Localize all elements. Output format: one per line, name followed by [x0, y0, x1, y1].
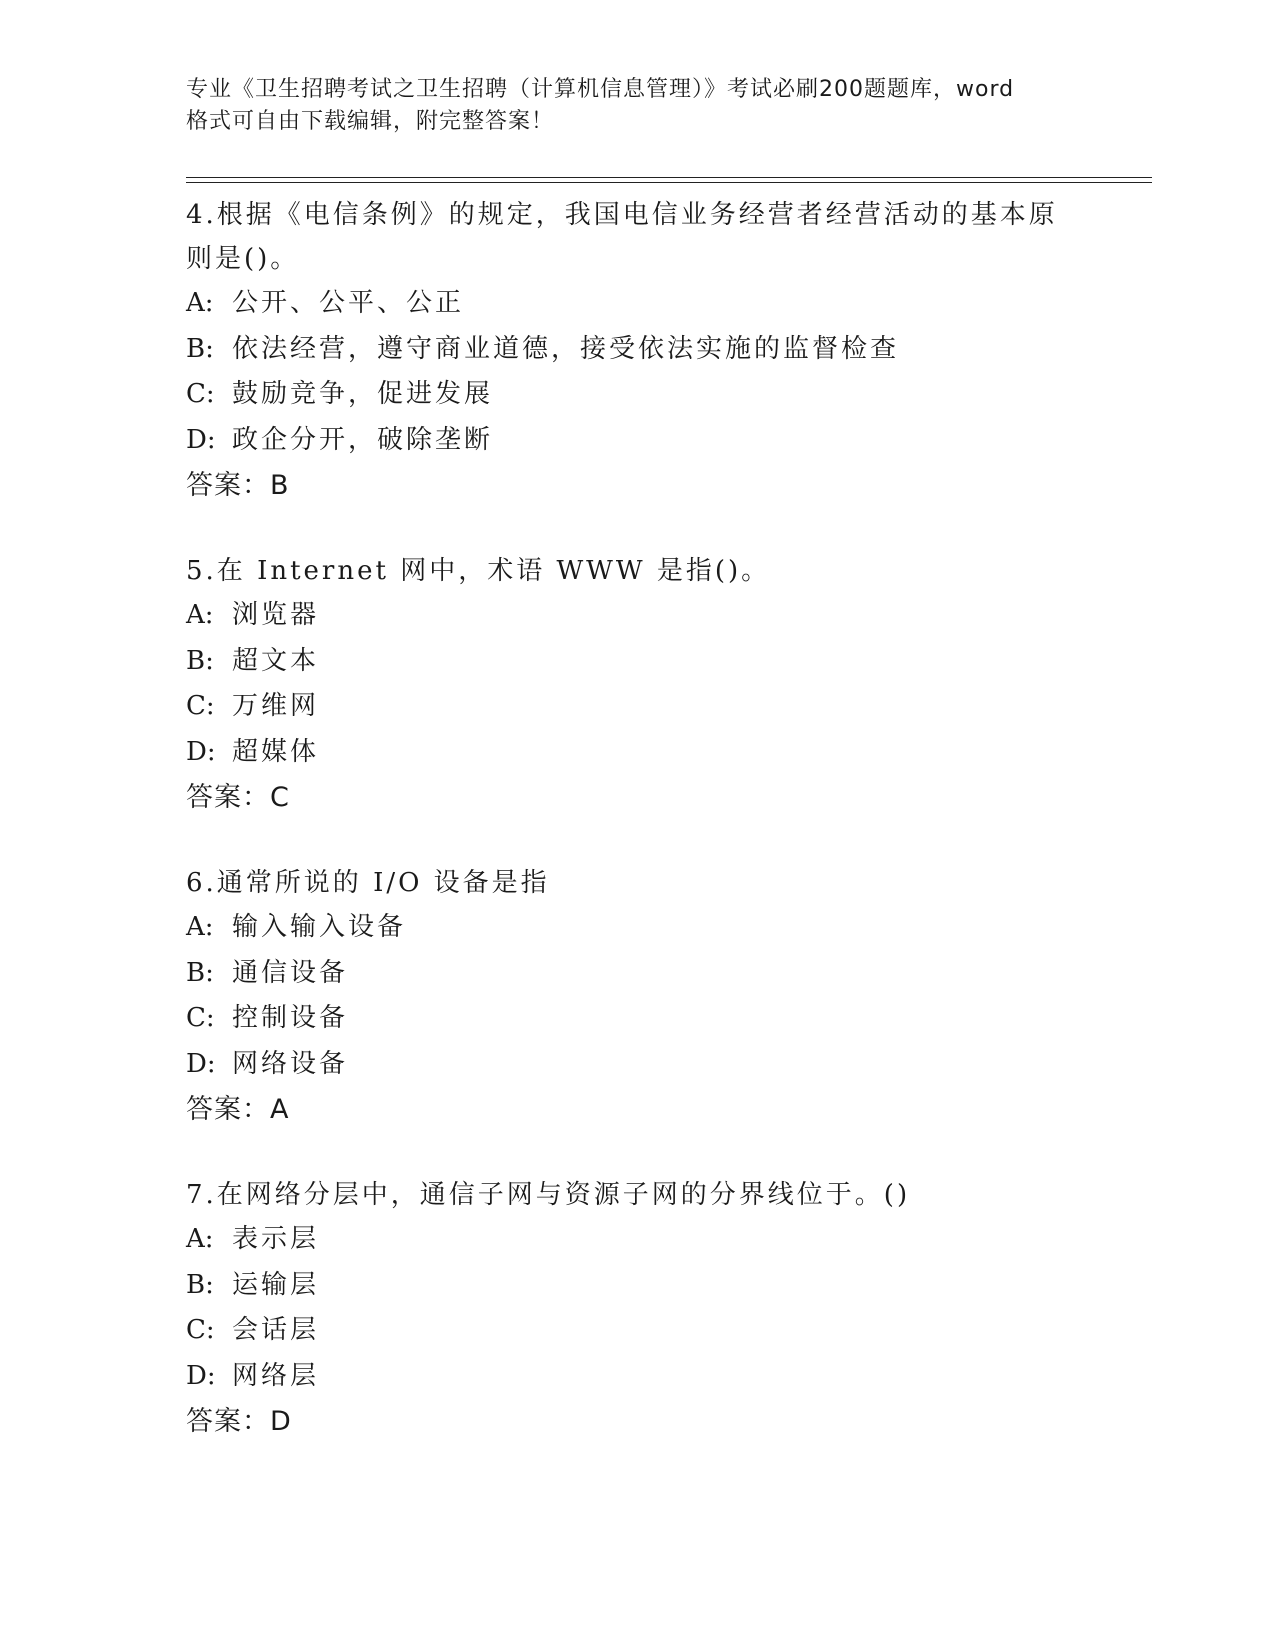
question-stem-line: 6.通常所说的 I/O 设备是指	[186, 868, 550, 898]
option-text: 超文本	[232, 645, 320, 676]
option-text: 控制设备	[232, 1003, 349, 1033]
question-6	[186, 861, 1186, 1133]
option-c	[186, 996, 1186, 1042]
answer-line: 答案：D	[186, 1406, 292, 1437]
option-a	[186, 1217, 1186, 1263]
option-text: 会话层	[232, 1315, 320, 1345]
option-text: 运输层	[232, 1269, 320, 1300]
option-c	[186, 1308, 1186, 1354]
header-divider-top	[186, 177, 1152, 178]
option-text: 浏览器	[232, 600, 320, 630]
option-text: 超媒体	[232, 736, 320, 767]
header-divider-bottom	[186, 182, 1152, 183]
option-text: 输入输入设备	[232, 912, 407, 942]
option-letter: C:	[186, 379, 215, 409]
option-letter: A:	[186, 288, 214, 318]
option-letter: B:	[186, 957, 214, 988]
answer-line: 答案：C	[186, 782, 290, 813]
option-text: 网络设备	[232, 1048, 349, 1079]
question-stem-line: 7.在网络分层中，通信子网与资源子网的分界线位于。()	[186, 1180, 911, 1210]
option-b	[186, 951, 1186, 997]
answer-line: 答案：B	[186, 470, 290, 501]
option-letter: D:	[186, 1048, 216, 1079]
option-letter: A:	[186, 600, 214, 630]
option-text: 网络层	[232, 1360, 320, 1391]
option-letter: C:	[186, 691, 215, 721]
answer-line: 答案：A	[186, 1094, 290, 1125]
option-a	[186, 593, 1186, 639]
option-letter: A:	[186, 1224, 214, 1254]
option-d	[186, 730, 1186, 776]
option-text: 通信设备	[232, 957, 349, 988]
option-letter: A:	[186, 912, 214, 942]
question-7	[186, 1173, 1186, 1445]
option-d	[186, 1354, 1186, 1400]
option-letter: D:	[186, 1360, 216, 1391]
option-letter: D:	[186, 424, 216, 455]
option-d	[186, 418, 1186, 464]
option-text: 表示层	[232, 1224, 320, 1254]
document-header	[186, 74, 1086, 138]
question-5	[186, 549, 1186, 821]
question-4	[186, 193, 1186, 509]
option-letter: B:	[186, 645, 214, 676]
option-text: 依法经营，遵守商业道德，接受依法实施的监督检查	[232, 333, 900, 364]
option-letter: B:	[186, 1269, 214, 1300]
option-letter: C:	[186, 1003, 215, 1033]
option-a	[186, 281, 1186, 327]
option-letter: D:	[186, 736, 216, 767]
option-text: 公开、公平、公正	[232, 288, 465, 318]
option-b	[186, 327, 1186, 373]
option-a	[186, 905, 1186, 951]
option-letter: B:	[186, 333, 214, 364]
option-text: 政企分开，破除垄断	[232, 424, 494, 455]
option-b	[186, 639, 1186, 685]
question-stem-line: 4.根据《电信条例》的规定，我国电信业务经营者经营活动的基本原	[186, 200, 1058, 230]
header-line-2: 格式可自由下载编辑，附完整答案！	[186, 109, 555, 134]
option-c	[186, 684, 1186, 730]
option-letter: C:	[186, 1315, 215, 1345]
option-b	[186, 1263, 1186, 1309]
option-text: 鼓励竞争，促进发展	[232, 379, 494, 409]
question-stem-line: 则是()。	[186, 244, 300, 274]
option-c	[186, 372, 1186, 418]
question-stem-line: 5.在 Internet 网中，术语 WWW 是指()。	[186, 556, 771, 586]
option-d	[186, 1042, 1186, 1088]
option-text: 万维网	[232, 691, 320, 721]
header-line-1: 专业《卫生招聘考试之卫生招聘（计算机信息管理）》考试必刷200题题库，word	[186, 77, 1015, 102]
